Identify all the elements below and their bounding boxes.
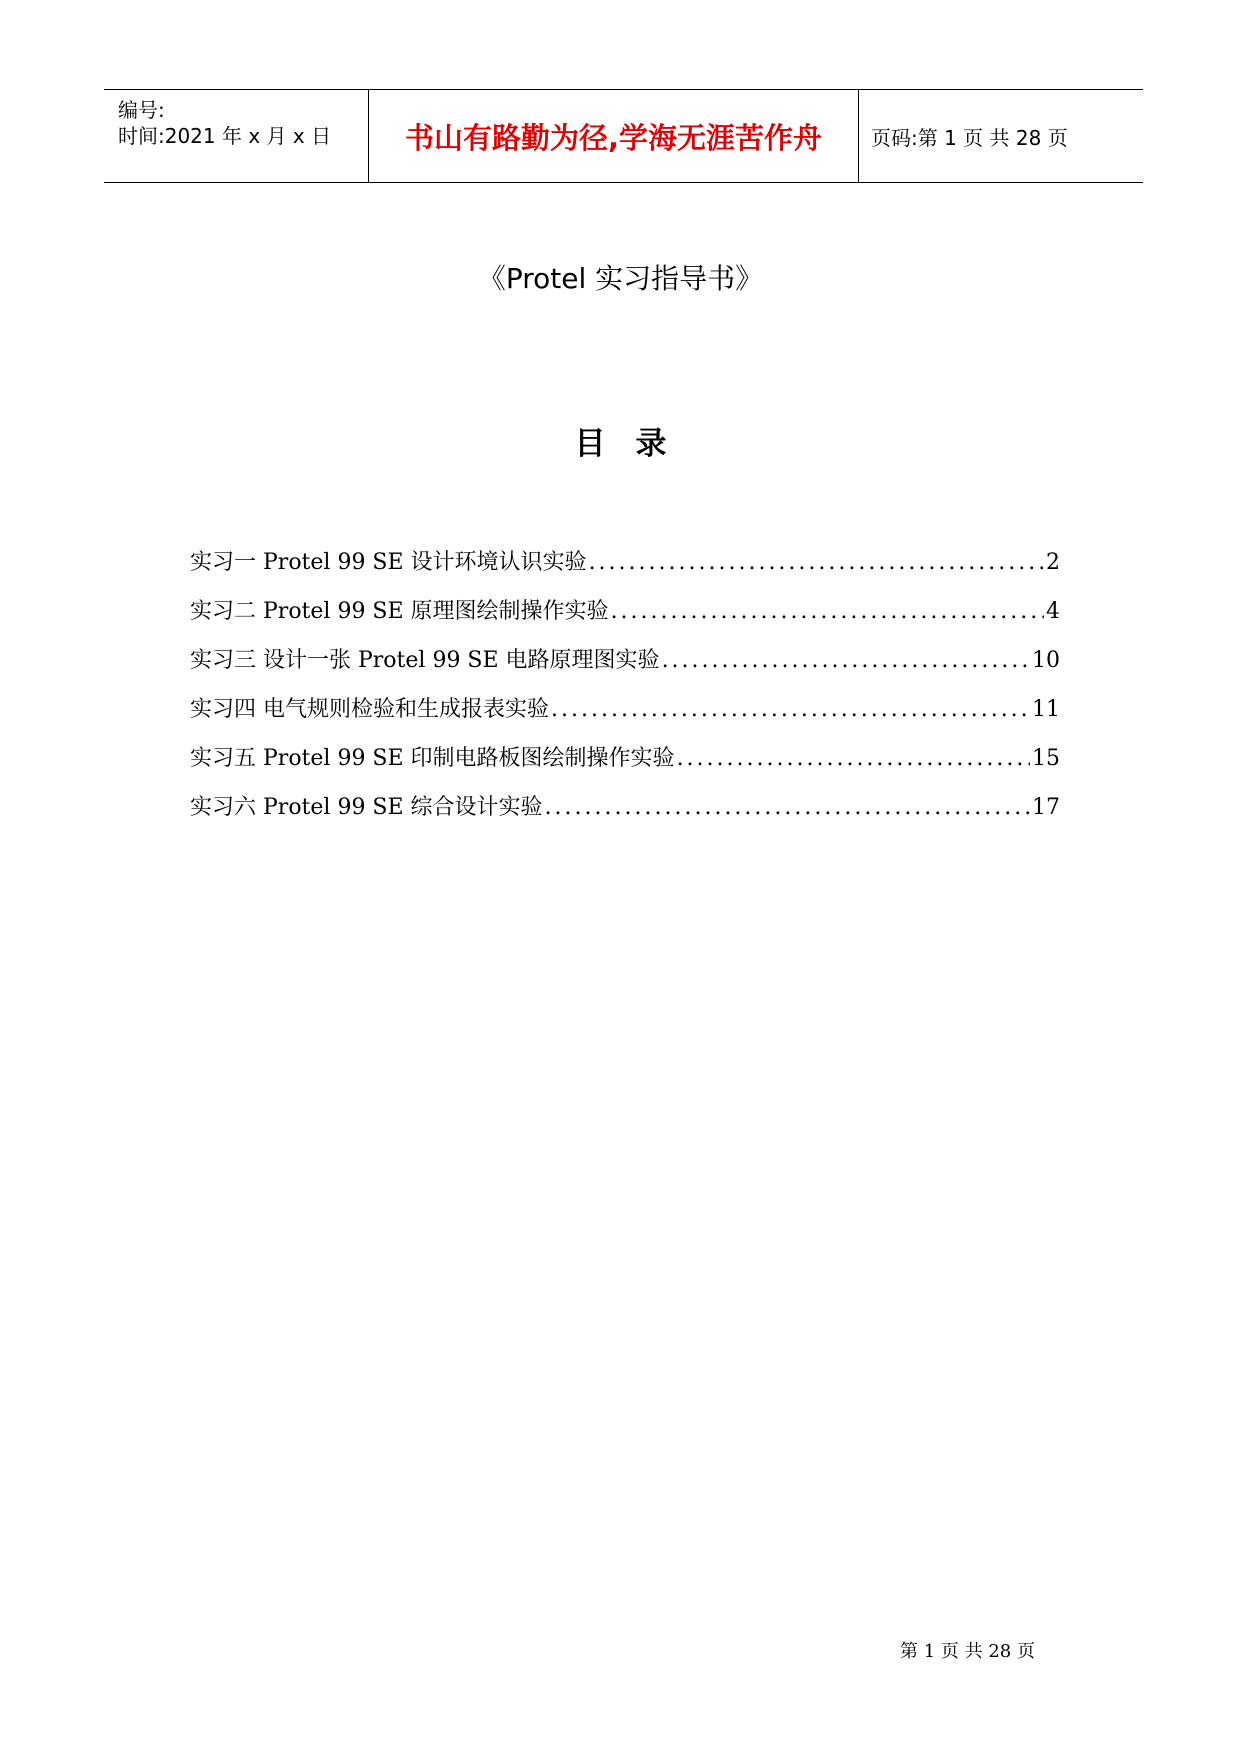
toc-entry[interactable] bbox=[190, 545, 1060, 594]
toc-entry-title: 实习二 Protel 99 SE 原理图绘制操作实验 bbox=[190, 599, 609, 624]
toc-entry-page: 2 bbox=[1046, 550, 1060, 575]
document-number-label: 编号: bbox=[118, 98, 165, 122]
toc-entry-title: 实习六 Protel 99 SE 综合设计实验 bbox=[190, 795, 543, 820]
toc-entry[interactable] bbox=[190, 594, 1060, 643]
header-motto-cell bbox=[369, 90, 859, 182]
toc-leader-dots bbox=[545, 795, 1030, 820]
page-header bbox=[104, 89, 1143, 183]
toc-entry[interactable] bbox=[190, 790, 1060, 839]
toc-entry-page: 17 bbox=[1032, 795, 1060, 820]
toc-entry-title: 实习五 Protel 99 SE 印制电路板图绘制操作实验 bbox=[190, 746, 675, 771]
toc-entry-page: 11 bbox=[1032, 697, 1060, 722]
toc-leader-dots bbox=[589, 550, 1044, 575]
toc-entry[interactable] bbox=[190, 692, 1060, 741]
toc-leader-dots bbox=[551, 697, 1030, 722]
toc-entry[interactable] bbox=[190, 643, 1060, 692]
toc-entry[interactable] bbox=[190, 741, 1060, 790]
header-page-code: 页码:第 1 页 共 28 页 bbox=[871, 125, 1068, 150]
toc-entry-page: 10 bbox=[1032, 648, 1060, 673]
toc-leader-dots bbox=[611, 599, 1044, 624]
toc-leader-dots bbox=[677, 746, 1030, 771]
toc-entry-title: 实习一 Protel 99 SE 设计环境认识实验 bbox=[190, 550, 587, 575]
document-date: 时间:2021 年 x 月 x 日 bbox=[118, 124, 332, 148]
table-of-contents bbox=[190, 545, 1060, 839]
document-title: 《Protel 实习指导书》 bbox=[477, 262, 764, 295]
header-page-cell bbox=[859, 90, 1143, 182]
header-motto: 书山有路勤为径,学海无涯苦作舟 bbox=[404, 120, 823, 155]
toc-entry-page: 4 bbox=[1046, 599, 1060, 624]
toc-leader-dots bbox=[662, 648, 1030, 673]
toc-heading: 目录 bbox=[574, 426, 697, 462]
toc-entry-title: 实习四 电气规则检验和生成报表实验 bbox=[190, 697, 549, 722]
toc-entry-title: 实习三 设计一张 Protel 99 SE 电路原理图实验 bbox=[190, 648, 660, 673]
header-meta-cell bbox=[104, 90, 369, 182]
footer-page-number: 第 1 页 共 28 页 bbox=[900, 1641, 1035, 1662]
toc-entry-page: 15 bbox=[1032, 746, 1060, 771]
